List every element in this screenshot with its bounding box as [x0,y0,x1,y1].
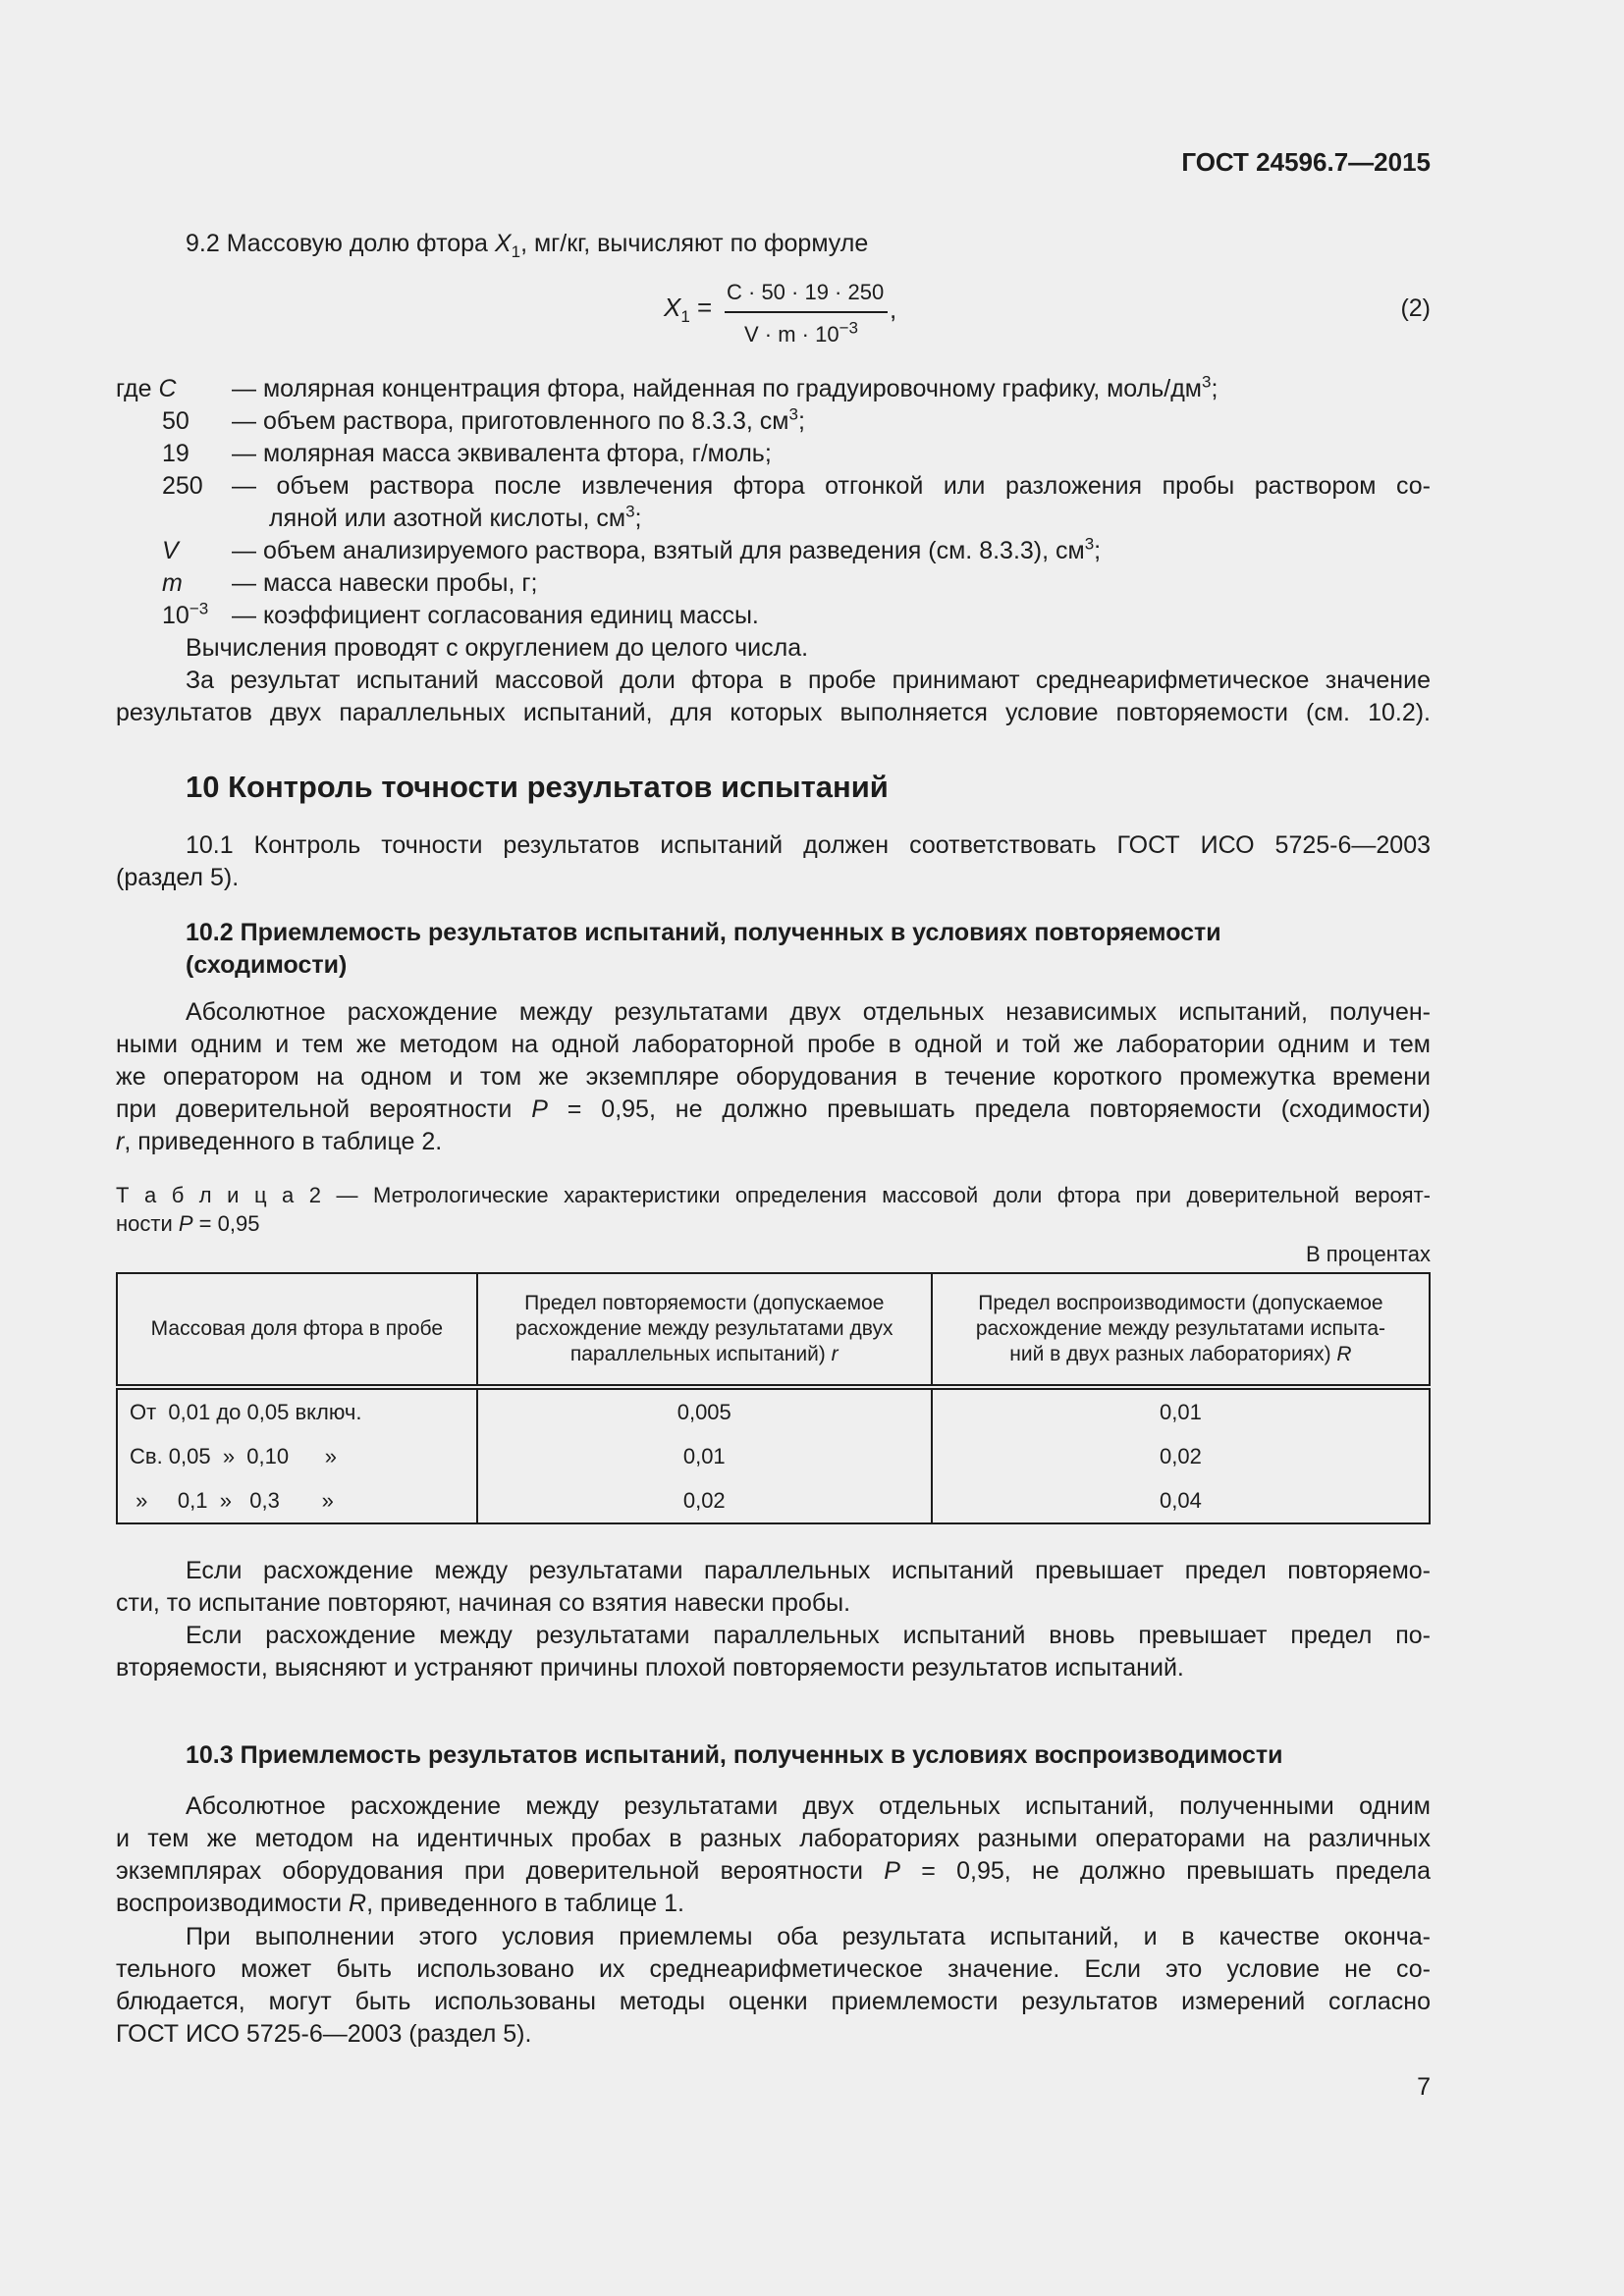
column-header-reproducibility: Предел воспроизводимости (допускаемое расхождение между результатами испыта- ний в двух разных лабораториях) R [932,1273,1430,1387]
section-10-title: 10 Контроль точности результатов испытаний [186,770,889,804]
after-table-p2-l2: вторяемости, выясняют и устраняют причины плохой повторяемости результатов испытаний. [116,1654,1184,1682]
paragraph-result-line1: За результат испытаний массовой доли фтора в пробе принимают среднеарифметическое значение [186,667,1431,694]
cell-r: 0,02 [477,1478,932,1523]
formula-comma: , [890,294,897,324]
where-symbol-19: 19 [162,440,189,467]
section-10-2-para-l3: же оператором на одном и том же экземпляре оборудования в течение короткого промежутка времени [116,1063,1431,1091]
section-10-3-p2-l4: ГОСТ ИСО 5725-6—2003 (раздел 5). [116,2020,532,2048]
where-symbol-v: V [162,537,179,564]
where-desc-m: — масса навески пробы, г; [232,569,538,597]
page-number: 7 [1417,2073,1431,2101]
formula-number: (2) [1400,294,1431,322]
section-10-2-para-l4: при доверительной вероятности P = 0,95, не должно превышать предела повторяемости (сходимости) [116,1095,1431,1123]
cell-r: 0,005 [477,1387,932,1434]
section-10-3-p1-l4: воспроизводимости R, приведенного в таблице 1. [116,1890,684,1917]
where-symbol-250: 250 [162,472,203,500]
cell-R: 0,04 [932,1478,1430,1523]
section-10-2-title-line2: (сходимости) [186,951,348,979]
formula-numerator: C · 50 · 19 · 250 [727,280,885,304]
section-10-2-para-l2: ными одним и тем же методом на одной лабораторной пробе в одной и той же лаборатории одним и тем [116,1031,1431,1058]
where-desc-10: — коэффициент согласования единиц массы. [232,602,759,629]
table-2-units: В процентах [1306,1242,1431,1266]
paragraph-rounding: Вычисления проводят с округлением до целого числа. [186,634,809,662]
where-desc-19: — молярная масса эквивалента фтора, г/моль; [232,440,772,467]
formula-lhs: $X_1$ = [664,293,713,327]
section-10-2-title-line1: 10.2 Приемлемость результатов испытаний, полученных в условиях повторяемости [186,919,1221,946]
section-10-3-title: 10.3 Приемлемость результатов испытаний, полученных в условиях воспроизводимости [186,1741,1283,1769]
cell-range: Св. 0,05 » 0,10 » [117,1434,477,1478]
section-10-3-p2-l3: блюдается, могут быть использованы методы оценки приемлемости результатов измерений согласно [116,1988,1431,2015]
where-symbol-m: m [162,569,183,597]
where-desc-50: — объем раствора, приготовленного по 8.3.3, $см^3$; [232,404,805,435]
cell-R: 0,01 [932,1387,1430,1434]
section-10-3-p2-l1: При выполнении этого условия приемлемы оба результата испытаний, и в качестве оконча- [186,1923,1431,1950]
table-2-caption-line1: Т а б л и ц а 2 — Метрологические характеристики определения массовой доли фтора при доверительной вероят- [116,1183,1431,1207]
cell-R: 0,02 [932,1434,1430,1478]
after-table-p1-l2: сти, то испытание повторяют, начиная со взятия навески пробы. [116,1589,851,1617]
table-header-row [117,1273,1430,1387]
cell-range: » 0,1 » 0,3 » [117,1478,477,1523]
cell-range: От 0,01 до 0,05 включ. [117,1387,477,1434]
table-row [117,1387,1430,1434]
section-10-3-p1-l2: и тем же методом на идентичных пробах в разных лабораториях разными операторами на различных [116,1825,1431,1852]
where-desc-v: — объем анализируемого раствора, взятый для разведения (см. 8.3.3), $см^3$; [232,534,1102,564]
section-10-1-line2: (раздел 5). [116,864,240,891]
where-desc-c: — молярная концентрация фтора, найденная по градуировочному графику, моль/$дм^3$; [232,372,1218,402]
section-10-3-p1-l3: экземплярах оборудования при доверительной вероятности P = 0,95, не должно превышать предела [116,1857,1431,1885]
where-symbol-c: где C [116,375,177,402]
table-2 [116,1272,1431,1524]
column-header-repeatability: Предел повторяемости (допускаемое расхождение между результатами двух параллельных испытаний) r [477,1273,932,1387]
column-header-mass-fraction: Массовая доля фтора в пробе [117,1273,477,1387]
table-2-caption-line2: ности P = 0,95 [116,1211,260,1236]
where-symbol-50: 50 [162,407,189,435]
section-9-2-intro: 9.2 Массовую долю фтора $X_1$, мг/кг, вычисляют по формуле [186,230,869,261]
cell-r: 0,01 [477,1434,932,1478]
section-10-3-p2-l2: тельного может быть использовано их среднеарифметическое значение. Если это условие не со- [116,1955,1431,1983]
after-table-p1-l1: Если расхождение между результатами параллельных испытаний превышает предел повторяемо- [186,1557,1431,1584]
after-table-p2-l1: Если расхождение между результатами параллельных испытаний вновь превышает предел по- [186,1622,1431,1649]
table-row [117,1478,1430,1523]
document-header: ГОСТ 24596.7—2015 [1181,147,1431,177]
formula-fraction-line [725,311,888,313]
table-row [117,1434,1430,1478]
where-desc-250-line1: — объем раствора после извлечения фтора отгонкой или разложения пробы раствором со- [232,472,1431,500]
formula-denominator: $V \cdot m \cdot 10^{-3}$ [744,318,858,347]
where-desc-250-line2: ляной или азотной кислоты, $см^3$; [269,502,642,532]
paragraph-result-line2: результатов двух параллельных испытаний, для которых выполняется условие повторяемости (см. 10.2). [116,699,1431,726]
section-10-2-para-l5: r, приведенного в таблице 2. [116,1128,443,1155]
section-10-3-p1-l1: Абсолютное расхождение между результатами двух отдельных испытаний, полученными одним [186,1792,1431,1820]
where-symbol-10: $10^{-3}$ [162,599,209,629]
section-10-2-para-l1: Абсолютное расхождение между результатами двух отдельных независимых испытаний, получен- [186,998,1431,1026]
section-10-1-line1: 10.1 Контроль точности результатов испытаний должен соответствовать ГОСТ ИСО 5725-6—2003 [186,831,1431,859]
